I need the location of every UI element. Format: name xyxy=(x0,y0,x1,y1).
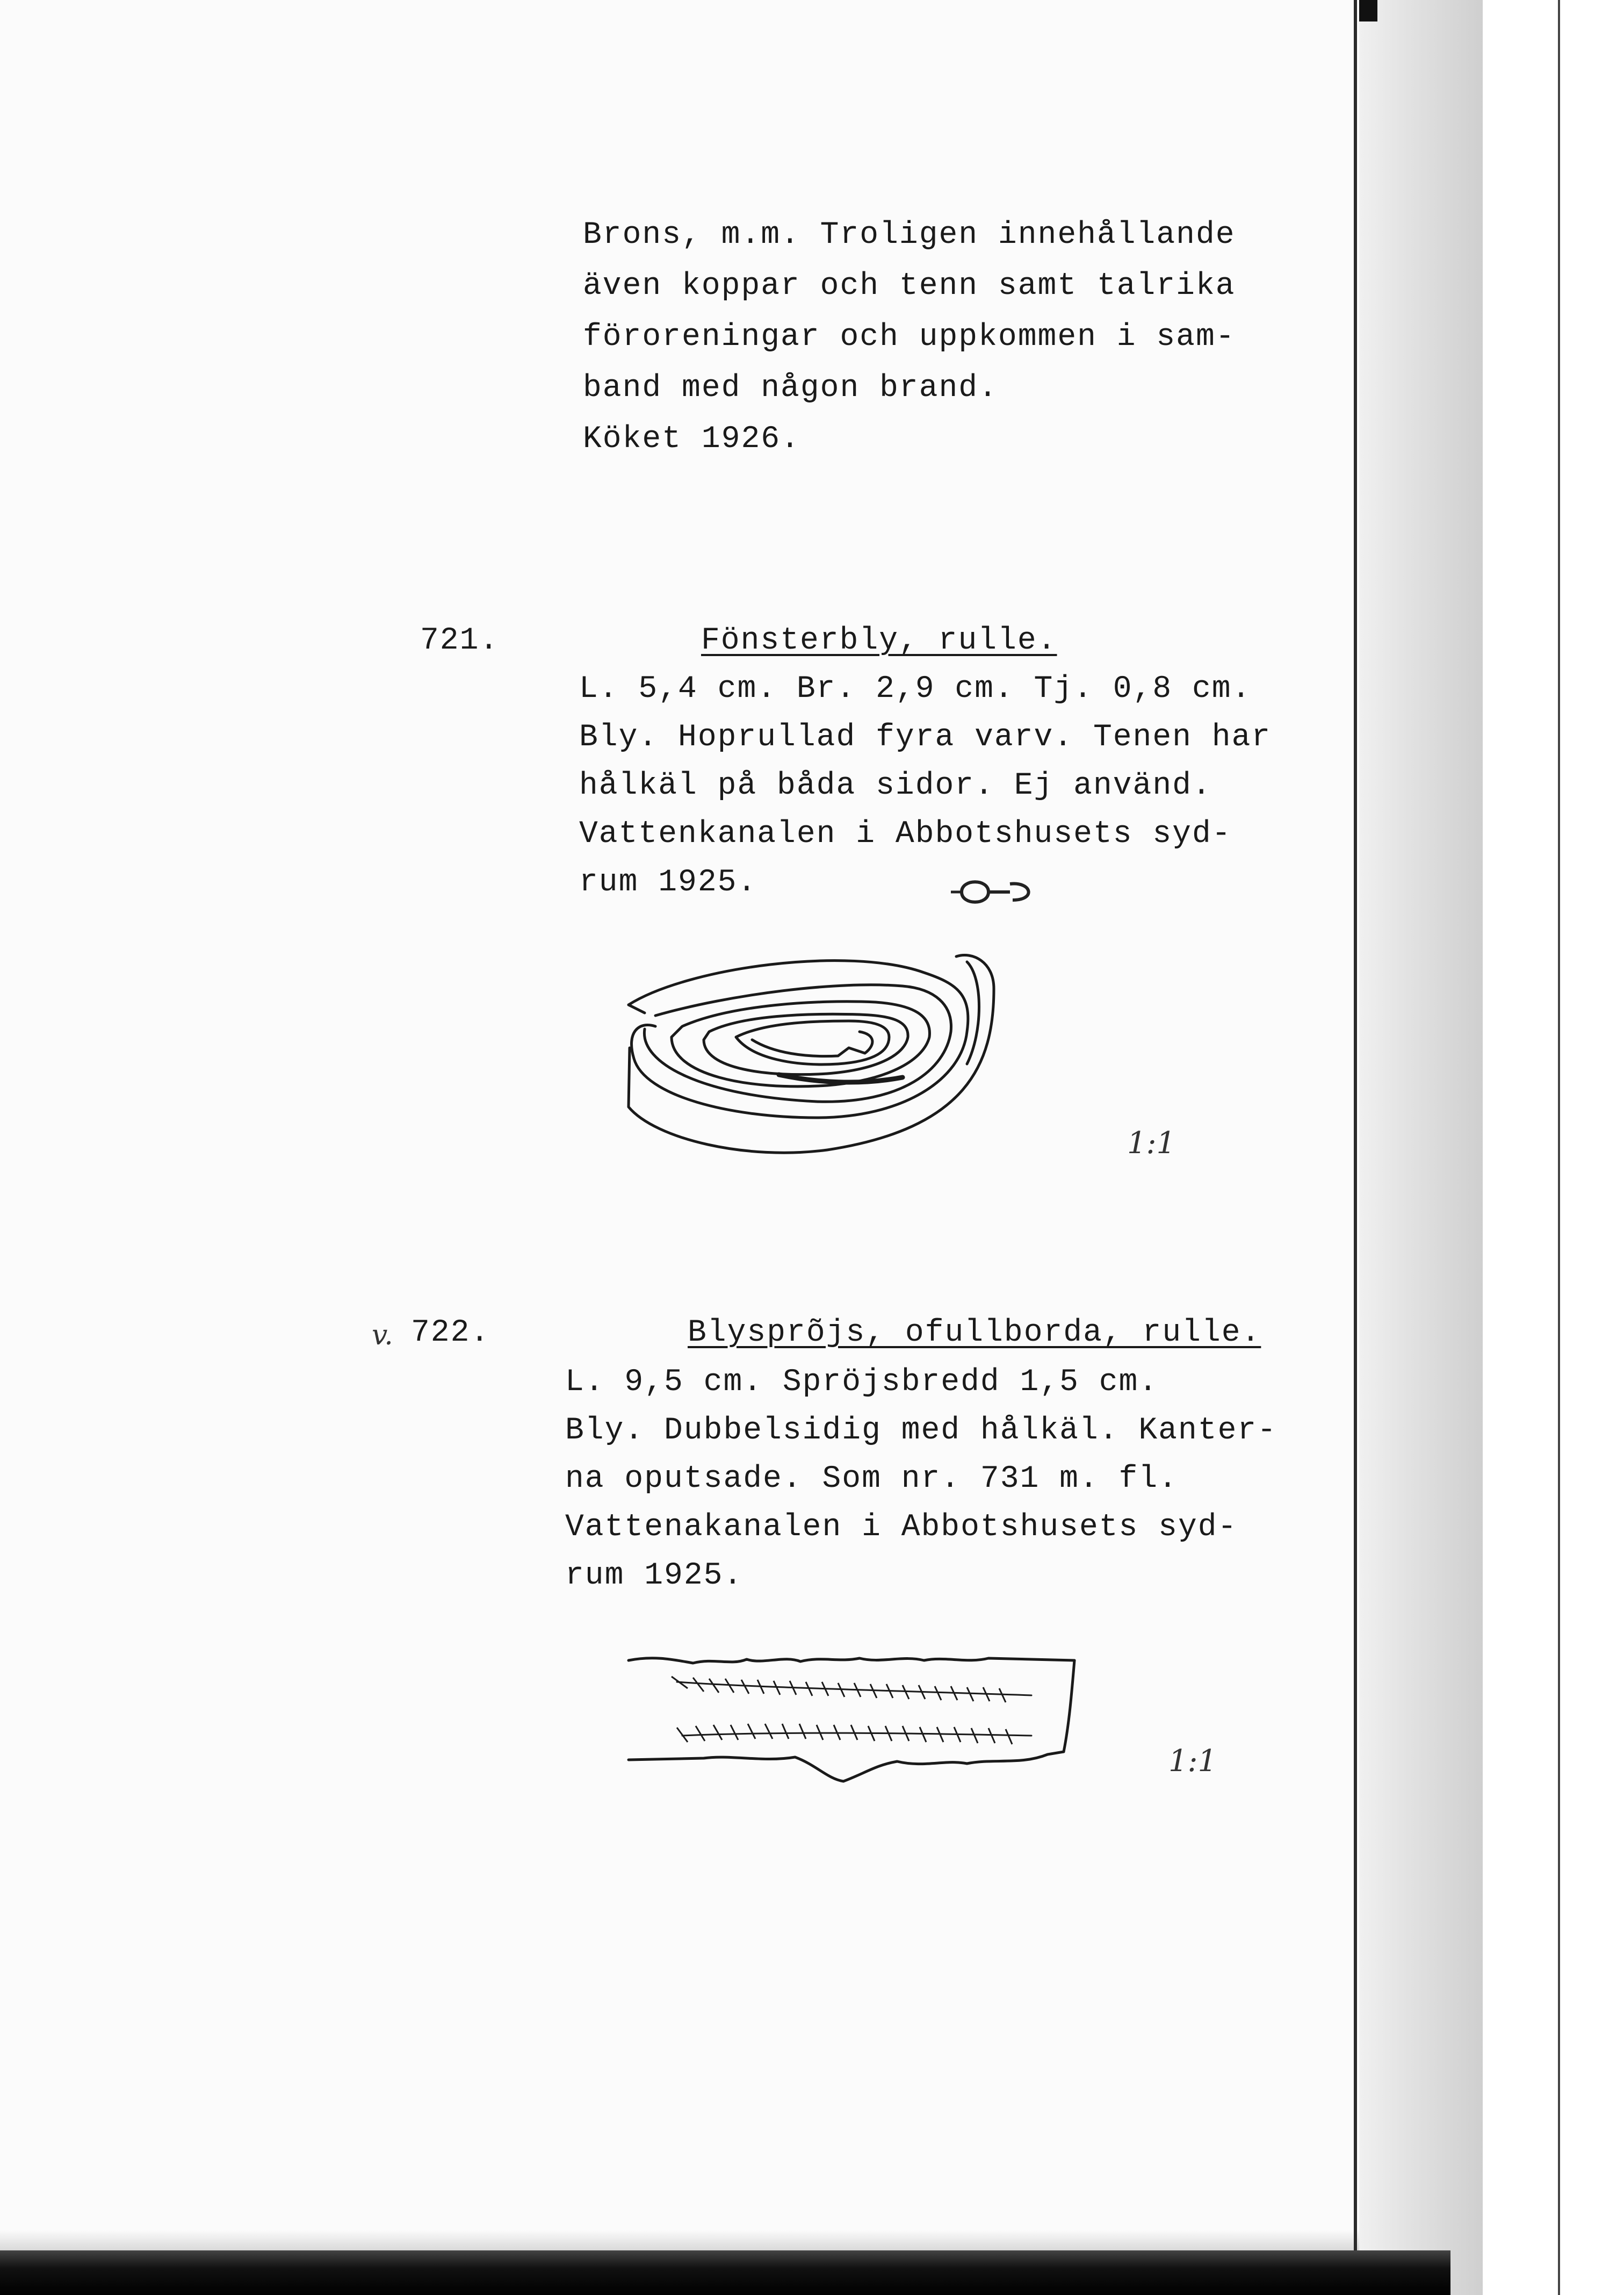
entry-number: 722. xyxy=(411,1315,490,1350)
entry-line-1: L. 9,5 cm. Spröjsbredd 1,5 cm. xyxy=(565,1365,1159,1400)
page-edge-line xyxy=(1354,0,1357,2295)
entry-number: 721. xyxy=(420,623,500,658)
intro-line-1: Brons, m.m. Troligen innehållande xyxy=(583,218,1236,253)
page-bottom-shadow xyxy=(0,2230,1359,2250)
intro-line-4: band med någon brand. xyxy=(583,371,998,406)
entry-line-2: Bly. Hoprullad fyra varv. Tenen har xyxy=(579,720,1272,755)
book-spine xyxy=(1359,0,1483,2295)
scale-mark: 1:1 xyxy=(1127,1126,1176,1161)
scan-bottom-band xyxy=(0,2250,1450,2295)
lead-came-drawing xyxy=(623,1644,1085,1795)
rolled-lead-drawing xyxy=(623,924,1042,1177)
margin-check-mark: v. xyxy=(372,1319,393,1351)
entry-line-3: hålkäl på båda sidor. Ej använd. xyxy=(579,768,1212,803)
corner-tab xyxy=(1359,0,1377,21)
intro-line-2: även koppar och tenn samt talrika xyxy=(583,269,1236,304)
entry-line-4: Vattenkanalen i Abbotshusets syd- xyxy=(579,817,1232,852)
intro-line-5: Köket 1926. xyxy=(583,422,800,457)
entry-line-1: L. 5,4 cm. Br. 2,9 cm. Tj. 0,8 cm. xyxy=(579,672,1252,707)
cover-edge-line xyxy=(1558,0,1560,2295)
entry-line-3: na oputsade. Som nr. 731 m. fl. xyxy=(565,1462,1178,1497)
entry-line-5: rum 1925. xyxy=(565,1558,744,1593)
scale-mark: 1:1 xyxy=(1168,1744,1217,1779)
entry-title: Fönsterbly, rulle. xyxy=(701,623,1057,658)
entry-line-5: rum 1925. xyxy=(579,865,757,900)
profile-sketch xyxy=(951,876,1048,924)
entry-line-4: Vattenakanalen i Abbotshusets syd- xyxy=(565,1510,1238,1545)
entry-title: Blysprõjs, ofullborda, rulle. xyxy=(688,1315,1261,1350)
entry-line-2: Bly. Dubbelsidig med hålkäl. Kanter- xyxy=(565,1413,1277,1448)
intro-line-3: föroreningar och uppkommen i sam- xyxy=(583,320,1236,355)
